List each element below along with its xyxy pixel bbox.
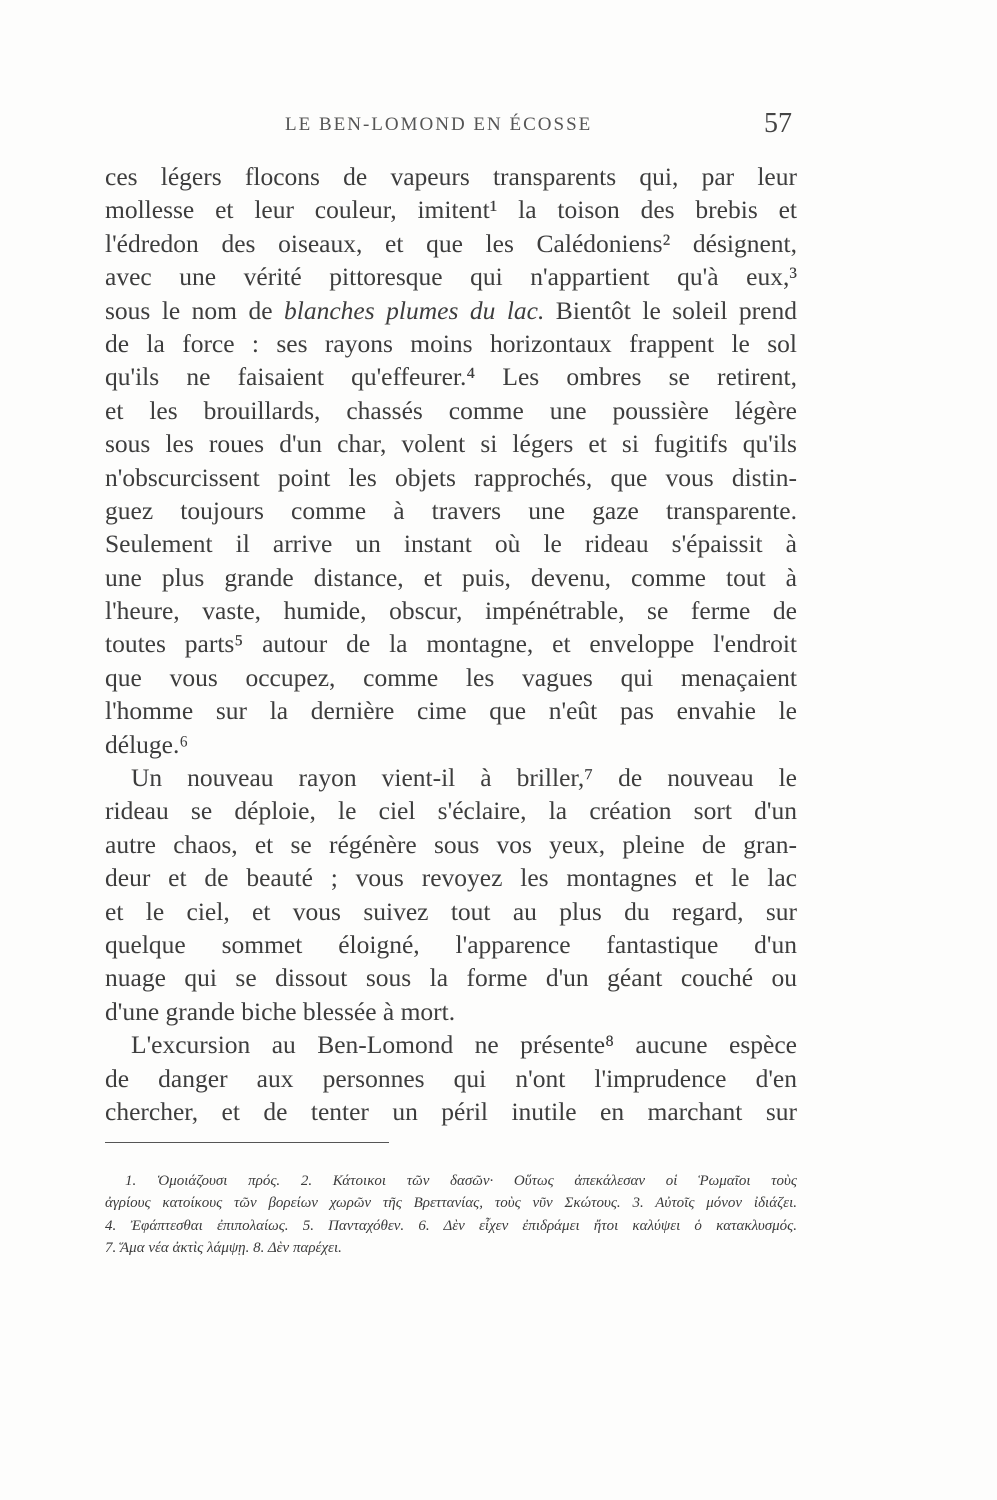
text-line: toutes parts⁵ autour de la montagne, et enveloppe l'endroit xyxy=(105,629,797,659)
text-line: que vous occupez, comme les vagues qui menaçaient xyxy=(105,662,797,692)
text-line: Un nouveau rayon vient-il à briller,⁷ de nouveau le xyxy=(131,763,797,793)
text-line: l'heure, vaste, humide, obscur, impénétrable, se ferme de xyxy=(105,596,797,626)
text-line: deur et de beauté ; vous revoyez les montagnes et le lac xyxy=(105,863,797,893)
running-header xyxy=(0,108,997,142)
text-line: L'excursion au Ben-Lomond ne présente⁸ aucune espèce xyxy=(131,1030,797,1060)
text-line: avec une vérité pittoresque qui n'appartient qu'à eux,³ xyxy=(105,262,797,292)
page-number: 57 xyxy=(764,108,792,139)
text-line: qu'ils ne faisaient qu'effeurer.⁴ Les ombres se retirent, xyxy=(105,362,797,392)
text-line: guez toujours comme à travers une gaze transparente. xyxy=(105,495,797,525)
text-line: l'homme sur la dernière cime que n'eût pas envahie le xyxy=(105,696,797,726)
text-line: n'obscurcissent point les objets rapprochés, que vous distin- xyxy=(105,462,797,492)
text-line: et les brouillards, chassés comme une poussière légère xyxy=(105,395,797,425)
text-line: de la force : ses rayons moins horizontaux frappent le sol xyxy=(105,328,797,358)
text-line: sous le nom de blanches plumes du lac. Bientôt le soleil prend xyxy=(105,295,797,325)
text-line: une plus grande distance, et puis, devenu, comme tout à xyxy=(105,562,797,592)
footnote-line: ἀγρίους κατοίκους τῶν βορείων χωρῶν τῆς Βρεττανίας, τοὺς νῦν Σκώτους. 3. Αὐτοῖς μόνον ἰδιάζει. xyxy=(105,1195,797,1212)
footnote-line: 1. Ὁμοιάζουσι πρός. 2. Κάτοικοι τῶν δασῶν· Οὕτως ἀπεκάλεσαν οἱ Ῥωμαῖοι τοὺς xyxy=(125,1173,797,1189)
text-line: nuage qui se dissout sous la forme d'un géant couché ou xyxy=(105,963,797,993)
text-line: ces légers flocons de vapeurs transparents qui, par leur xyxy=(105,162,797,191)
footnote-rule xyxy=(105,1142,389,1143)
text-line: Seulement il arrive un instant où le rideau s'épaissit à xyxy=(105,529,797,559)
text-line: d'une grande biche blessée à mort. xyxy=(105,996,456,1026)
text-line: autre chaos, et se régénère sous vos yeux, pleine de gran- xyxy=(105,829,797,859)
text-line: rideau se déploie, le ciel s'éclaire, la création sort d'un xyxy=(105,796,797,826)
text-line: mollesse et leur couleur, imitent¹ la toison des brebis et xyxy=(105,195,797,225)
footnotes xyxy=(105,1170,797,1260)
footnote-line: 4. Ἐφάπτεσθαι ἐπιπολαίως. 5. Πανταχόθεν. 6. Δὲν εἶχεν ἐπιδράμει ἤτοι καλύψει ὁ κατακλυσμός. xyxy=(105,1217,797,1234)
text-line: quelque sommet éloigné, l'apparence fantastique d'un xyxy=(105,929,797,959)
text-line: chercher, et de tenter un péril inutile en marchant sur xyxy=(105,1096,797,1126)
italic-phrase: blanches plumes du lac. xyxy=(284,295,545,325)
text-line: de danger aux personnes qui n'ont l'imprudence d'en xyxy=(105,1063,797,1093)
text-line: déluge.⁶ xyxy=(105,729,189,759)
body-text xyxy=(105,160,797,1128)
text-line: l'édredon des oiseaux, et que les Calédoniens² désignent, xyxy=(105,228,797,258)
text-line: et le ciel, et vous suivez tout au plus du regard, sur xyxy=(105,896,797,926)
footnote-line: 7. Ἅμα νέα ἀκτὶς λάμψῃ. 8. Δὲν παρέχει. xyxy=(105,1240,342,1257)
text-line: sous les roues d'un char, volent si légers et si fugitifs qu'ils xyxy=(105,429,797,459)
running-title: LE BEN-LOMOND EN ÉCOSSE xyxy=(285,114,593,135)
